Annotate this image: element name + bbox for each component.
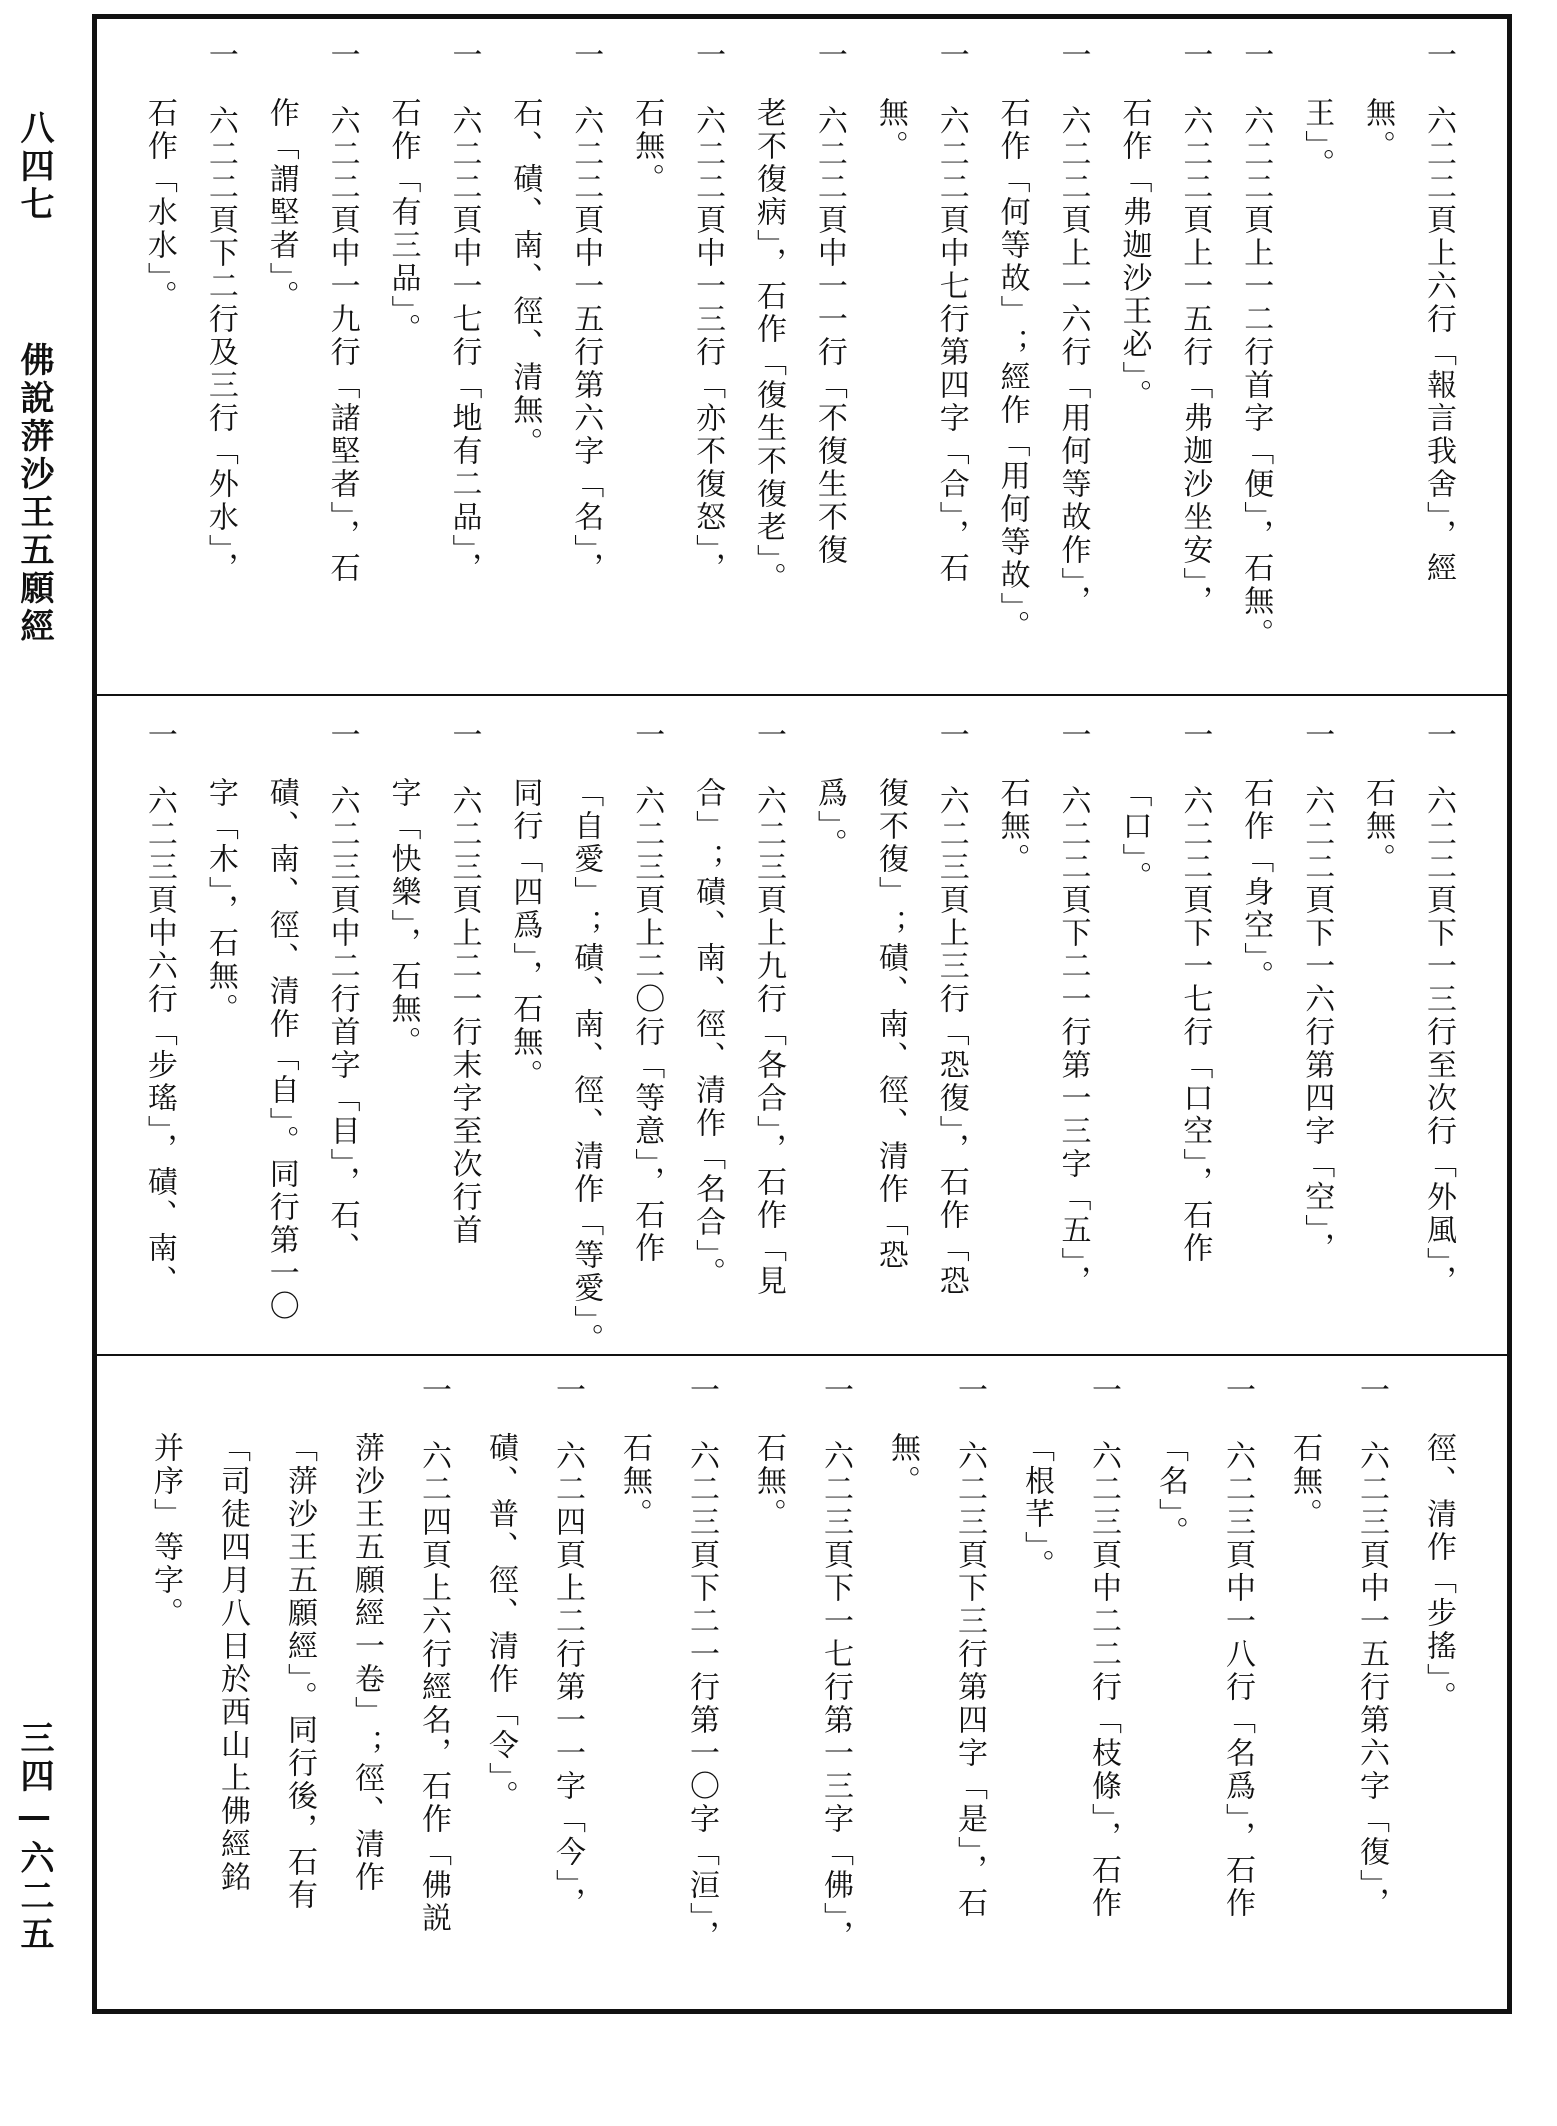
note-column: 「口」。 (1116, 777, 1152, 894)
note-column: 同行「四爲」，石無。 (507, 777, 543, 1092)
note-column: 一 六二三頁下一七行第一三字「佛」， (818, 1374, 853, 1953)
note-column: 王」。 (1299, 97, 1335, 181)
note-column: 一 六二三頁上二〇行「等意」，石作 (629, 719, 665, 1265)
note-column: 一 六二三頁下二一行第一〇字「洹」， (684, 1374, 719, 1953)
note-column: 磧、普、徑、清作「令」。 (483, 1432, 518, 1813)
note-column: 一 六二二頁上一五行「弗迦沙坐安」， (1177, 39, 1213, 618)
collation-notes-frame (92, 14, 1512, 2014)
note-column: 「名」。 (1153, 1432, 1188, 1549)
note-column: 一 六二三頁中二二行「枝條」，石作 (1086, 1374, 1121, 1920)
note-column: 復不復」；磧、南、徑、清作「恐 (872, 777, 908, 1272)
note-column: 一 六二二頁中一七行「地有二品」， (446, 39, 482, 585)
note-column: 石作「有三品」。 (385, 97, 421, 346)
note-column: 石無。 (751, 1432, 786, 1531)
note-column: 一 六二四頁上六行經名，石作「佛説 (416, 1374, 451, 1935)
note-column: 石無。 (1287, 1432, 1322, 1531)
note-column: 并序」等字。 (148, 1432, 183, 1630)
note-column: 一 六二三頁中六行「步瑤」，磧、南、 (141, 719, 177, 1298)
notes-band-middle (127, 719, 1467, 1356)
note-column: 石無。 (1360, 777, 1396, 876)
band-divider (97, 694, 1507, 696)
note-column: 作「謂堅者」。 (263, 97, 299, 313)
note-column: 一 六二三頁中一八行「名爲」，石作 (1220, 1374, 1255, 1920)
note-column: 無。 (872, 97, 908, 163)
note-column: 石無。 (617, 1432, 652, 1531)
note-column: 字「快樂」，石無。 (385, 777, 421, 1059)
note-column: 一 六二四頁上二行第一一字「今」， (550, 1374, 585, 1920)
note-column: 一 六二二頁中一九行「諸堅者」，石 (324, 39, 360, 585)
note-column: 石作「何等故」；經作「用何等故」。 (994, 97, 1030, 643)
note-column: 無。 (885, 1432, 920, 1498)
note-column: 一 六二二頁上一二行首字「便」，石無。 (1238, 39, 1274, 651)
note-column: 一 六二三頁上二一行末字至次行首 (446, 719, 482, 1247)
note-column: 「自愛」；磧、南、徑、清作「等愛」。 (568, 777, 604, 1356)
page-number: 三四—六二五 (14, 1720, 54, 1954)
note-column: 徑、清作「步搖」。 (1421, 1432, 1456, 1714)
note-column: 「根芊」。 (1019, 1432, 1054, 1582)
note-column: 一 六二二頁中一一行「不復生不復 (811, 39, 847, 567)
note-column: 石無。 (629, 97, 665, 196)
note-column: 老不復病」，石作「復生不復老」。 (751, 97, 786, 595)
note-column: 石作「身空」。 (1238, 777, 1274, 993)
note-column: 一 六二三頁中一五行第六字「復」， (1354, 1374, 1389, 1920)
note-column: 字「木」，石無。 (202, 777, 238, 1026)
note-column: 一 六二二頁中一三行「亦不復怒」， (690, 39, 726, 585)
note-column: 石作「水水」。 (141, 97, 177, 313)
note-column: 一 六二三頁上三行「恐復」，石作「恐 (933, 719, 969, 1298)
note-column: 一 六二二頁下二一行第一三字「五」， (1055, 719, 1091, 1298)
note-column: 石無。 (994, 777, 1030, 876)
band-divider (97, 1354, 1507, 1356)
note-column: 爲」。 (811, 777, 847, 861)
note-column: 石、磧、南、徑、清無。 (507, 97, 543, 460)
note-column: 一 六二二頁中一五行第六字「名」， (568, 39, 604, 585)
note-column: 蓱沙王五願經一卷」；徑、清作 (349, 1432, 384, 1894)
note-column: 一 六二二頁上一六行「用何等故作」， (1055, 39, 1091, 618)
volume-page-number: 八四七 (14, 110, 54, 224)
notes-band-bottom (127, 1374, 1467, 1994)
note-column: 無。 (1360, 97, 1396, 163)
note-column: 一 六二二頁下一六行第四字「空」， (1299, 719, 1335, 1265)
note-column: 一 六二二頁下二行及三行「外水」， (202, 39, 238, 585)
note-column: 合」；磧、南、徑、清作「名合」。 (690, 777, 726, 1290)
note-column: 一 六二三頁上九行「各合」，石作「見 (751, 719, 786, 1298)
note-column: 磧、南、徑、清作「自」。同行第一〇 (263, 777, 299, 1323)
note-column: 一 六二二頁下一七行「口空」，石作 (1177, 719, 1213, 1265)
note-column: 一 六二二頁中七行第四字「合」，石 (933, 39, 969, 585)
note-column: 一 六二三頁下三行第四字「是」，石 (952, 1374, 987, 1920)
note-column: 石作「弗迦沙王必」。 (1116, 97, 1152, 412)
margin-header (10, 110, 59, 646)
note-column: 一 六二二頁上六行「報言我舍」，經 (1421, 39, 1456, 585)
note-column: 一 六二二頁下一三行至次行「外風」， (1421, 719, 1456, 1298)
note-column: 「蓱沙王五願經」。同行後，石有 (282, 1432, 317, 1912)
note-column: 一 六二三頁中二行首字「目」，石、 (324, 719, 360, 1265)
notes-band-top (127, 39, 1467, 669)
note-column: 「司徒四月八日於西山上佛經銘 (215, 1432, 250, 1894)
sutra-title: 佛說蓱沙王五願經 (14, 342, 54, 646)
